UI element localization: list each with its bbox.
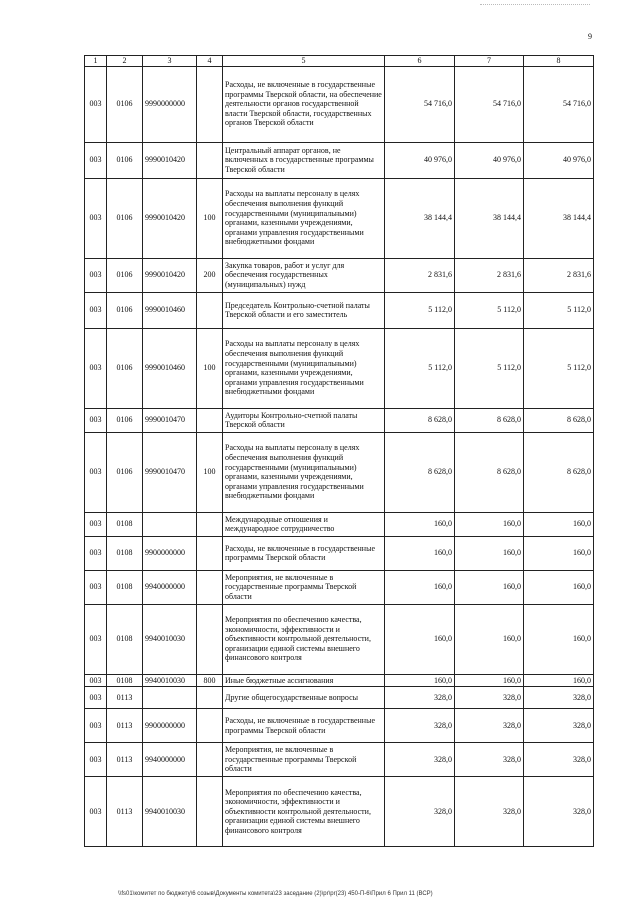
col-header: 5: [223, 56, 385, 67]
description: Расходы на выплаты персоналу в целях обеспечения выполнения функций государственными (муниципальными) органами, казенными учреждениями, органами управления государственными внебюджетными фондами: [223, 432, 385, 512]
admin-code: 003: [85, 570, 107, 604]
amount-col6: 2 831,6: [385, 258, 455, 292]
table-row: [85, 777, 594, 847]
col-header: 8: [524, 56, 594, 67]
section-code: 0106: [107, 328, 143, 408]
amount-col8: 160,0: [524, 570, 594, 604]
target-article: 9990010470: [143, 408, 197, 432]
admin-code: 003: [85, 536, 107, 570]
section-code: 0106: [107, 178, 143, 258]
amount-col6: 54 716,0: [385, 66, 455, 142]
expense-type: [197, 604, 223, 674]
col-header: 2: [107, 56, 143, 67]
admin-code: 003: [85, 432, 107, 512]
admin-code: 003: [85, 604, 107, 674]
amount-col6: 160,0: [385, 674, 455, 687]
target-article: 9940010030: [143, 604, 197, 674]
section-code: 0113: [107, 687, 143, 709]
amount-col8: 160,0: [524, 536, 594, 570]
description: Закупка товаров, работ и услуг для обеспечения государственных (муниципальных) нужд: [223, 258, 385, 292]
expense-type: 100: [197, 432, 223, 512]
col-header: 3: [143, 56, 197, 67]
col-header: 1: [85, 56, 107, 67]
expense-type: 100: [197, 178, 223, 258]
admin-code: 003: [85, 674, 107, 687]
target-article: 9990000000: [143, 66, 197, 142]
amount-col7: 38 144,4: [455, 178, 524, 258]
col-header: 6: [385, 56, 455, 67]
target-article: 9990010460: [143, 292, 197, 328]
expense-type: 100: [197, 328, 223, 408]
amount-col7: 2 831,6: [455, 258, 524, 292]
amount-col6: 328,0: [385, 743, 455, 777]
amount-col6: 328,0: [385, 687, 455, 709]
col-header: 7: [455, 56, 524, 67]
section-code: 0113: [107, 709, 143, 743]
amount-col6: 40 976,0: [385, 142, 455, 178]
target-article: [143, 512, 197, 536]
amount-col8: 328,0: [524, 687, 594, 709]
amount-col7: 8 628,0: [455, 432, 524, 512]
description: Центральный аппарат органов, не включенных в государственные программы Тверской области: [223, 142, 385, 178]
description: Международные отношения и международное сотрудничество: [223, 512, 385, 536]
scan-mark: [480, 4, 590, 6]
description: Расходы, не включенные в государственные программы Тверской области: [223, 709, 385, 743]
amount-col8: 328,0: [524, 743, 594, 777]
amount-col8: 328,0: [524, 709, 594, 743]
description: Другие общегосударственные вопросы: [223, 687, 385, 709]
amount-col6: 8 628,0: [385, 432, 455, 512]
expense-type: [197, 512, 223, 536]
table-row: [85, 687, 594, 709]
amount-col6: 5 112,0: [385, 328, 455, 408]
expense-type: [197, 536, 223, 570]
amount-col8: 5 112,0: [524, 328, 594, 408]
table-row: [85, 178, 594, 258]
amount-col6: 160,0: [385, 536, 455, 570]
target-article: 9940000000: [143, 570, 197, 604]
table-row: [85, 604, 594, 674]
admin-code: 003: [85, 709, 107, 743]
section-code: 0106: [107, 142, 143, 178]
amount-col8: 38 144,4: [524, 178, 594, 258]
table-row: [85, 66, 594, 142]
table-row: [85, 709, 594, 743]
expense-type: 800: [197, 674, 223, 687]
amount-col6: 328,0: [385, 777, 455, 847]
admin-code: 003: [85, 258, 107, 292]
description: Председатель Контрольно-счетной палаты Тверской области и его заместитель: [223, 292, 385, 328]
description: Расходы, не включенные в государственные программы Тверской области, на обеспечение деятельности органов государственной власти Тверской области, государственных органов Тверской области: [223, 66, 385, 142]
expense-type: [197, 142, 223, 178]
amount-col6: 8 628,0: [385, 408, 455, 432]
amount-col7: 160,0: [455, 674, 524, 687]
amount-col8: 160,0: [524, 604, 594, 674]
target-article: 9940010030: [143, 777, 197, 847]
col-header: 4: [197, 56, 223, 67]
section-code: 0106: [107, 66, 143, 142]
admin-code: 003: [85, 408, 107, 432]
amount-col7: 8 628,0: [455, 408, 524, 432]
description: Иные бюджетные ассигнования: [223, 674, 385, 687]
section-code: 0108: [107, 536, 143, 570]
amount-col7: 160,0: [455, 604, 524, 674]
amount-col6: 160,0: [385, 570, 455, 604]
admin-code: 003: [85, 777, 107, 847]
section-code: 0106: [107, 408, 143, 432]
amount-col7: 328,0: [455, 777, 524, 847]
target-article: 9900000000: [143, 536, 197, 570]
page-number: 9: [588, 32, 592, 41]
amount-col8: 8 628,0: [524, 408, 594, 432]
amount-col6: 328,0: [385, 709, 455, 743]
amount-col6: 38 144,4: [385, 178, 455, 258]
amount-col7: 328,0: [455, 709, 524, 743]
table-row: [85, 328, 594, 408]
table-row: [85, 743, 594, 777]
section-code: 0108: [107, 674, 143, 687]
admin-code: 003: [85, 512, 107, 536]
description: Мероприятия, не включенные в государственные программы Тверской области: [223, 570, 385, 604]
section-code: 0106: [107, 432, 143, 512]
target-article: 9990010420: [143, 142, 197, 178]
table-row: [85, 142, 594, 178]
table-row: [85, 408, 594, 432]
amount-col8: 8 628,0: [524, 432, 594, 512]
amount-col7: 160,0: [455, 512, 524, 536]
section-code: 0113: [107, 743, 143, 777]
amount-col8: 2 831,6: [524, 258, 594, 292]
description: Расходы на выплаты персоналу в целях обеспечения выполнения функций государственными (муниципальными) органами, казенными учреждениями, органами управления государственными внебюджетными фондами: [223, 178, 385, 258]
amount-col8: 160,0: [524, 512, 594, 536]
amount-col8: 5 112,0: [524, 292, 594, 328]
amount-col6: 160,0: [385, 512, 455, 536]
amount-col8: 328,0: [524, 777, 594, 847]
table-row: [85, 512, 594, 536]
amount-col8: 160,0: [524, 674, 594, 687]
table-row: [85, 674, 594, 687]
admin-code: 003: [85, 743, 107, 777]
expense-type: [197, 709, 223, 743]
expense-type: [197, 292, 223, 328]
expense-type: 200: [197, 258, 223, 292]
table-row: [85, 292, 594, 328]
amount-col7: 160,0: [455, 536, 524, 570]
section-code: 0113: [107, 777, 143, 847]
admin-code: 003: [85, 178, 107, 258]
amount-col7: 54 716,0: [455, 66, 524, 142]
target-article: 9990010420: [143, 258, 197, 292]
description: Расходы, не включенные в государственные программы Тверской области: [223, 536, 385, 570]
expense-type: [197, 66, 223, 142]
description: Мероприятия по обеспечению качества, экономичности, эффективности и объективности контрольной деятельности, организации единой системы внешнего финансового контроля: [223, 777, 385, 847]
admin-code: 003: [85, 687, 107, 709]
amount-col7: 5 112,0: [455, 292, 524, 328]
amount-col7: 328,0: [455, 687, 524, 709]
section-code: 0106: [107, 292, 143, 328]
admin-code: 003: [85, 142, 107, 178]
description: Мероприятия, не включенные в государственные программы Тверской области: [223, 743, 385, 777]
section-code: 0106: [107, 258, 143, 292]
target-article: 9990010460: [143, 328, 197, 408]
target-article: 9990010420: [143, 178, 197, 258]
expense-type: [197, 570, 223, 604]
target-article: [143, 687, 197, 709]
amount-col7: 328,0: [455, 743, 524, 777]
section-code: 0108: [107, 604, 143, 674]
amount-col6: 160,0: [385, 604, 455, 674]
amount-col7: 160,0: [455, 570, 524, 604]
file-path-footer: \\fs01\комитет по бюджету\6 созыв\Документы комитета\23 заседание (2)\pr\pr(23) 450-П-6\Прил 6 Прил 11 (ВСР): [118, 891, 433, 897]
description: Мероприятия по обеспечению качества, экономичности, эффективности и объективности контрольной деятельности, организации единой системы внешнего финансового контроля: [223, 604, 385, 674]
admin-code: 003: [85, 292, 107, 328]
section-code: 0108: [107, 570, 143, 604]
amount-col7: 5 112,0: [455, 328, 524, 408]
target-article: 9940000000: [143, 743, 197, 777]
table-row: [85, 432, 594, 512]
table-row: [85, 258, 594, 292]
target-article: 9900000000: [143, 709, 197, 743]
expense-type: [197, 687, 223, 709]
expense-type: [197, 408, 223, 432]
amount-col7: 40 976,0: [455, 142, 524, 178]
admin-code: 003: [85, 328, 107, 408]
budget-table: [84, 55, 594, 847]
expense-type: [197, 777, 223, 847]
target-article: 9990010470: [143, 432, 197, 512]
description: Аудиторы Контрольно-счетной палаты Тверской области: [223, 408, 385, 432]
section-code: 0108: [107, 512, 143, 536]
description: Расходы на выплаты персоналу в целях обеспечения выполнения функций государственными (муниципальными) органами, казенными учреждениями, органами управления государственными внебюджетными фондами: [223, 328, 385, 408]
table-row: [85, 570, 594, 604]
amount-col6: 5 112,0: [385, 292, 455, 328]
expense-type: [197, 743, 223, 777]
target-article: 9940010030: [143, 674, 197, 687]
amount-col8: 40 976,0: [524, 142, 594, 178]
amount-col8: 54 716,0: [524, 66, 594, 142]
header-row: [85, 56, 594, 67]
admin-code: 003: [85, 66, 107, 142]
table-row: [85, 536, 594, 570]
